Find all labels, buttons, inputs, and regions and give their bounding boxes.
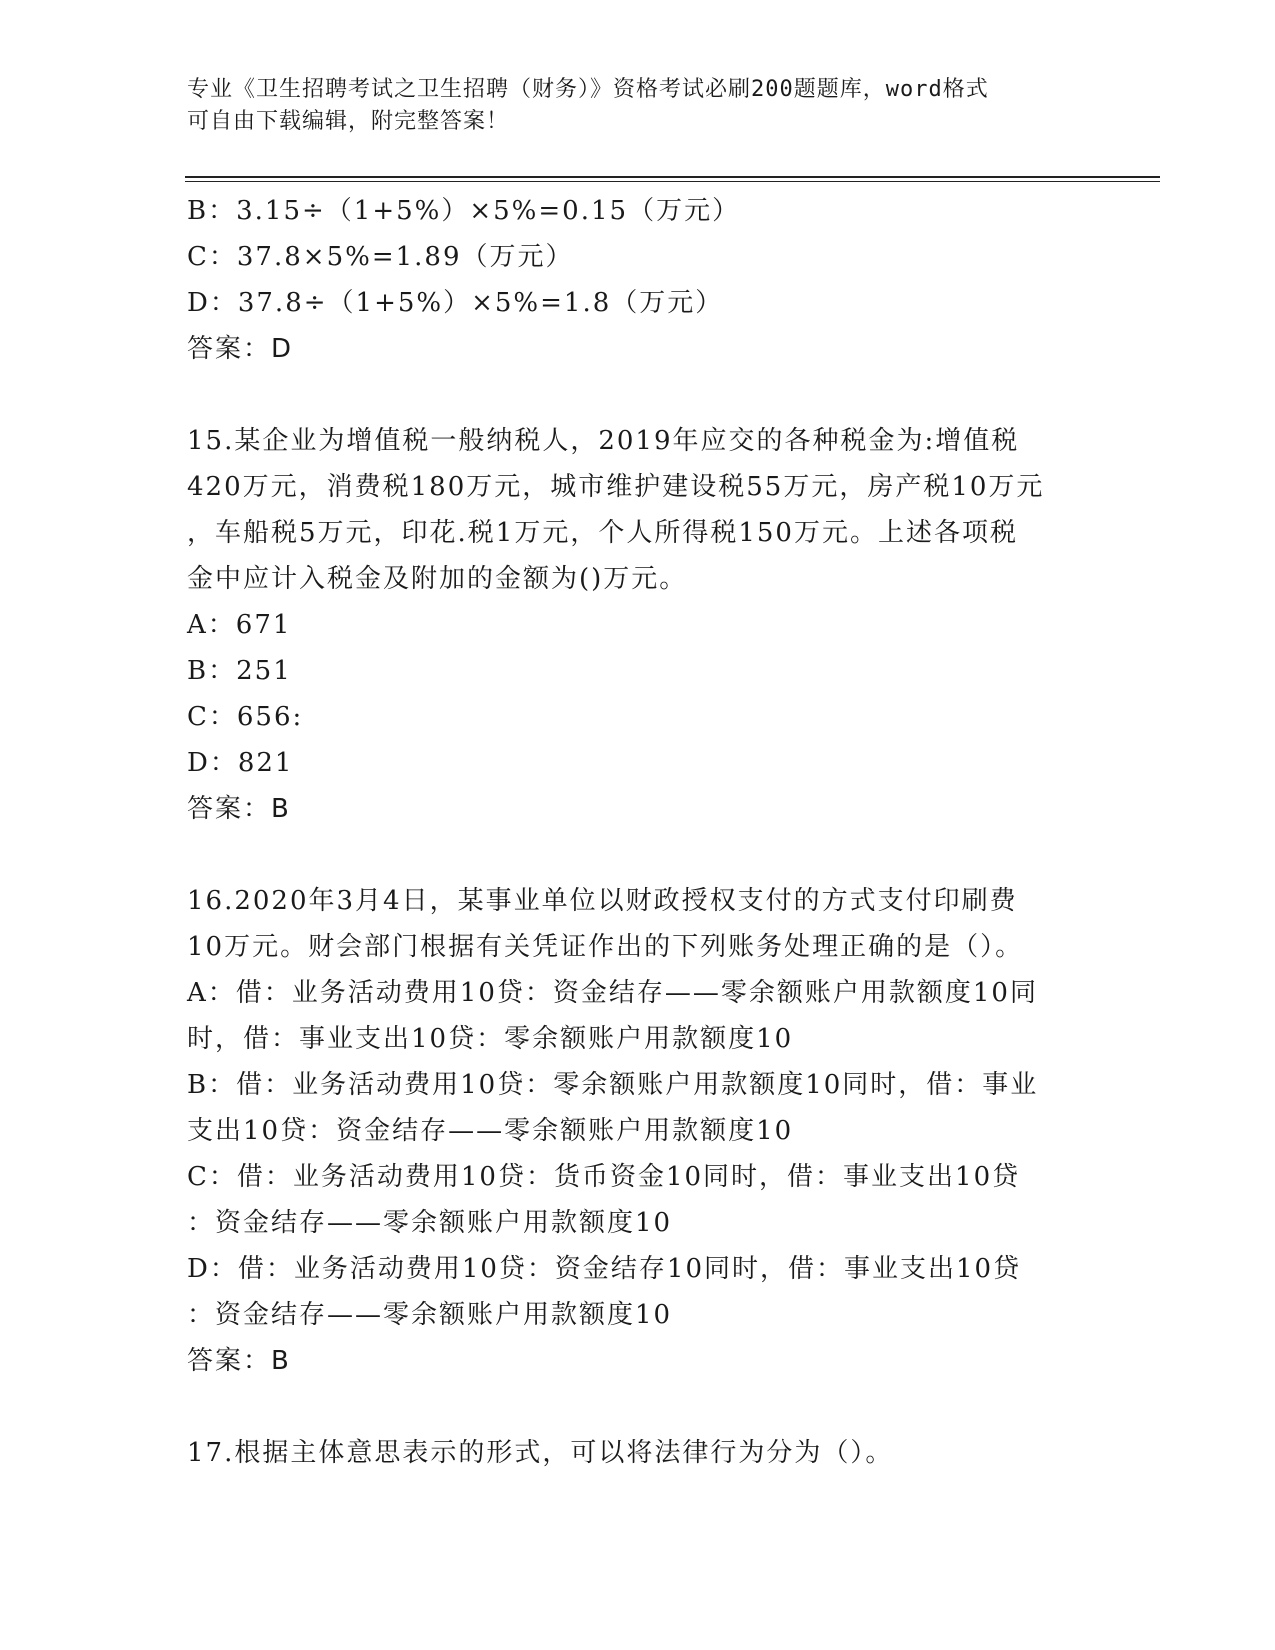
question-line: 10万元。财会部门根据有关凭证作出的下列账务处理正确的是（）。 (187, 932, 1024, 962)
answer-line: 答案：D (187, 334, 294, 364)
option-line: D：821 (187, 748, 294, 778)
option-line: C：借：业务活动费用10贷：货币资金10同时，借：事业支出10贷 (187, 1162, 1021, 1192)
option-line: A：671 (187, 610, 292, 640)
header-line: 可自由下载编辑，附完整答案！ (187, 109, 510, 134)
option-line: B：借：业务活动费用10贷：零余额账户用款额度10同时，借：事业 (187, 1070, 1039, 1100)
question-line: 金中应计入税金及附加的金额为()万元。 (187, 564, 688, 594)
option-line: D：37.8÷（1+5%）×5%=1.8（万元） (187, 288, 724, 318)
option-line: C：37.8×5%=1.89（万元） (187, 242, 574, 272)
answer-line: 答案：B (187, 1346, 291, 1376)
header-line: 专业《卫生招聘考试之卫生招聘（财务）》资格考试必刷200题题库，word格式 (187, 77, 989, 102)
option-line: D：借：业务活动费用10贷：资金结存10同时，借：事业支出10贷 (187, 1254, 1022, 1284)
document-body (187, 188, 1087, 1476)
question-line: 15.某企业为增值税一般纳税人，2019年应交的各种税金为:增值税 (187, 426, 1020, 456)
option-line: 支出10贷：资金结存——零余额账户用款额度10 (187, 1116, 794, 1146)
header-divider (185, 181, 1160, 182)
option-line: C：656: (187, 702, 304, 732)
question-line: ，车船税5万元，印花.税1万元，个人所得税150万元。上述各项税 (187, 518, 1018, 548)
option-line: ：资金结存——零余额账户用款额度10 (187, 1208, 673, 1238)
option-line: B：251 (187, 656, 292, 686)
document-header (187, 74, 1087, 138)
option-line: ：资金结存——零余额账户用款额度10 (187, 1300, 673, 1330)
answer-line: 答案：B (187, 794, 291, 824)
question-line: 420万元，消费税180万元，城市维护建设税55万元，房产税10万元 (187, 472, 1045, 502)
header-divider (185, 176, 1160, 178)
option-line: A：借：业务活动费用10贷：资金结存——零余额账户用款额度10同 (187, 978, 1038, 1008)
option-line: B：3.15÷（1+5%）×5%=0.15（万元） (187, 196, 741, 226)
option-line: 时，借：事业支出10贷：零余额账户用款额度10 (187, 1024, 794, 1054)
question-line: 17.根据主体意思表示的形式，可以将法律行为分为（）。 (187, 1438, 894, 1468)
question-line: 16.2020年3月4日，某事业单位以财政授权支付的方式支付印刷费 (187, 886, 1018, 916)
